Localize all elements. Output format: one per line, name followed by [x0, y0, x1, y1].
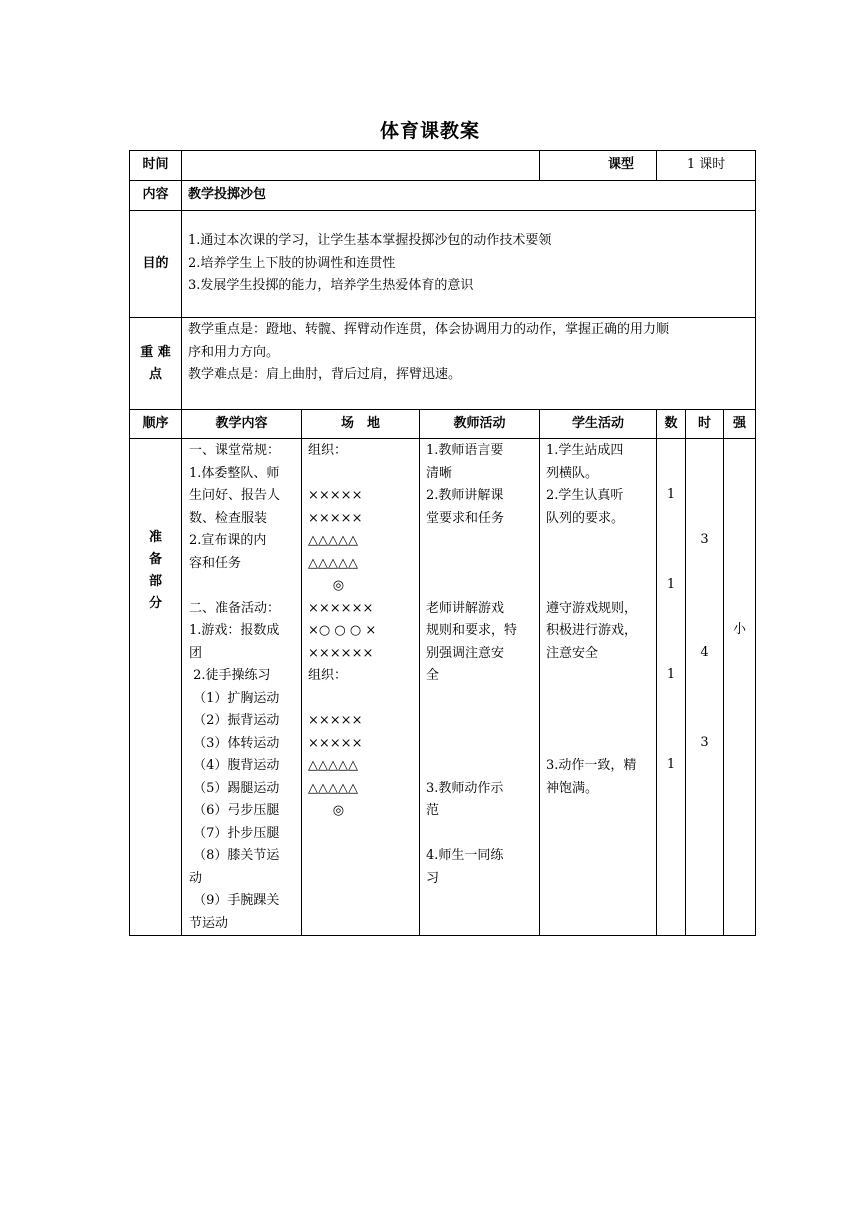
- teacher-line: 堂要求和任务: [426, 510, 505, 526]
- intensity-value: [724, 552, 755, 575]
- column-header-row: [130, 410, 756, 439]
- content-label: 内容: [130, 181, 182, 211]
- venue-line: △△△△△: [308, 555, 358, 571]
- teacher-line: [426, 575, 533, 598]
- intensity-value: [724, 462, 755, 485]
- intensity-value: [724, 574, 755, 597]
- content-line: （6）弓步压腿: [189, 803, 280, 818]
- teacher-line: [426, 553, 533, 576]
- count-value: [657, 642, 685, 665]
- lesson-content-cell: [182, 439, 302, 936]
- venue-line: △△△△△: [308, 533, 358, 548]
- venue-line: ×××××: [308, 735, 363, 751]
- content-line: 节运动: [189, 915, 229, 931]
- col-header-intensity: 强: [724, 410, 756, 439]
- count-value: 1: [666, 487, 676, 502]
- venue-line: △△△△△: [308, 758, 358, 773]
- content-line: 2.宣布课的内: [189, 533, 267, 548]
- section-label-char: 备: [148, 552, 162, 567]
- section-label-char: 部: [148, 574, 162, 589]
- teacher-line: [426, 710, 533, 733]
- teacher-line: 范: [426, 803, 440, 818]
- goal-item: 1.通过本次课的学习，让学生基本掌握投掷沙包的动作技术要领: [188, 233, 552, 249]
- time-value: [686, 619, 723, 642]
- student-line: [546, 530, 650, 553]
- student-line: [546, 733, 650, 756]
- venue-line: ×○ ○ ○ ×: [308, 623, 377, 638]
- time-value: [686, 507, 723, 530]
- content-line: （5）踢腿运动: [189, 780, 280, 796]
- type-label: 课型: [540, 151, 657, 181]
- time-value: [686, 484, 723, 507]
- row-goals: [130, 211, 756, 318]
- difficulty-line: 序和用力方向。: [188, 344, 280, 360]
- venue-line: [308, 463, 413, 486]
- time-value: [686, 439, 723, 462]
- difficulty-label-text: 重 难 点: [140, 344, 171, 382]
- venue-line: ×××××: [308, 713, 363, 728]
- student-line: 2.学生认真听: [546, 488, 624, 503]
- col-header-student: 学生活动: [540, 410, 657, 439]
- difficulty-text: [182, 318, 756, 410]
- student-line: [546, 688, 650, 711]
- count-value: [657, 687, 685, 710]
- venue-line: ◎: [308, 803, 345, 818]
- preparation-section-row: [130, 439, 756, 936]
- col-header-content: 教学内容: [182, 410, 302, 439]
- goal-item: 2.培养学生上下肢的协调性和连贯性: [188, 255, 396, 271]
- difficulty-line: 教学重点是：蹬地、转髋、挥臂动作连贯，体会协调用力的动作，掌握正确的用力顺: [188, 322, 670, 337]
- count-value: 1: [666, 757, 676, 772]
- count-value: [657, 597, 685, 620]
- count-value: [657, 462, 685, 485]
- count-value: [657, 439, 685, 462]
- time-value: [686, 574, 723, 597]
- content-line: 团: [189, 645, 203, 661]
- student-activity-cell: [540, 439, 657, 936]
- venue-line: 组织：: [308, 668, 348, 683]
- time-value: [686, 552, 723, 575]
- content-line: （3）体转运动: [189, 735, 280, 751]
- content-line: 一、课堂常规：: [189, 443, 281, 458]
- venue-line: ×××××: [308, 488, 363, 503]
- content-line: 2.徒手操练习: [189, 668, 271, 683]
- student-line: 积极进行游戏，: [546, 623, 638, 638]
- content-line: （8）膝关节运: [189, 848, 280, 863]
- section-label-char: 准: [148, 530, 162, 545]
- student-line: [546, 553, 650, 576]
- teacher-line: 别强调注意安: [426, 645, 505, 661]
- venue-line: ×××××: [308, 510, 363, 526]
- goals-list: [182, 211, 756, 318]
- content-line: （9）手腕踝关: [189, 893, 280, 908]
- count-value: [657, 552, 685, 575]
- teacher-line: 4.师生一同练: [426, 848, 504, 863]
- teacher-line: 规则和要求，特: [426, 623, 518, 638]
- col-header-count: 数: [657, 410, 686, 439]
- intensity-value: [724, 484, 755, 507]
- time-value: [686, 709, 723, 732]
- venue-line: △△△△△: [308, 780, 358, 796]
- time-value: [182, 151, 540, 181]
- teacher-line: [426, 733, 533, 756]
- teacher-line: [426, 823, 533, 846]
- venue-cell: [302, 439, 420, 936]
- time-value: 3: [700, 532, 709, 547]
- content-line: 生问好、报告人: [189, 488, 281, 503]
- type-value: 1 课时: [657, 151, 756, 181]
- venue-line: [308, 688, 413, 711]
- student-line: 注意安全: [546, 645, 599, 661]
- content-line: 1.体委整队、师: [189, 465, 280, 481]
- teacher-line: 1.教师语言要: [426, 443, 504, 458]
- teacher-line: 3.教师动作示: [426, 780, 504, 796]
- page-title: 体育课教案: [379, 120, 480, 142]
- intensity-cell: [724, 439, 756, 936]
- content-line: 数、检查服装: [189, 510, 268, 526]
- teacher-line: 老师讲解游戏: [426, 600, 505, 616]
- time-value: 4: [700, 644, 709, 660]
- intensity-value: [724, 597, 755, 620]
- venue-line: 组织：: [308, 443, 348, 458]
- row-difficulty: [130, 318, 756, 410]
- difficulty-label: [130, 318, 182, 410]
- count-value: [657, 732, 685, 755]
- row-content: [130, 181, 756, 211]
- content-line: （2）振背运动: [189, 713, 280, 728]
- student-line: 列横队。: [546, 465, 599, 481]
- student-line: 遵守游戏规则，: [546, 600, 638, 616]
- time-value: [686, 597, 723, 620]
- student-line: [546, 575, 650, 598]
- time-value: 3: [700, 734, 709, 750]
- content-line: 动: [189, 870, 203, 886]
- content-line: （1）扩胸运动: [189, 690, 280, 706]
- student-line: 1.学生站成四: [546, 443, 624, 458]
- venue-line: ◎: [308, 578, 345, 593]
- intensity-value: [724, 439, 755, 462]
- intensity-value: [724, 529, 755, 552]
- content-value: 教学投掷沙包: [182, 181, 756, 211]
- time-label: 时间: [130, 151, 182, 181]
- content-line: （7）扑步压腿: [189, 825, 280, 841]
- count-value: [657, 529, 685, 552]
- count-value: 1: [666, 577, 676, 592]
- count-value: [657, 619, 685, 642]
- venue-line: ××××××: [308, 600, 374, 616]
- col-header-time: 时: [686, 410, 724, 439]
- content-line: 二、准备活动：: [189, 600, 281, 616]
- count-value: [657, 507, 685, 530]
- teacher-line: [426, 530, 533, 553]
- count-cell: [657, 439, 686, 936]
- time-value: [686, 462, 723, 485]
- col-header-venue: 场 地: [302, 410, 420, 439]
- time-value: [686, 664, 723, 687]
- section-label: [130, 439, 182, 936]
- venue-line: ××××××: [308, 645, 374, 661]
- teacher-line: 2.教师讲解课: [426, 488, 504, 503]
- teacher-line: 清晰: [426, 465, 453, 481]
- row-time: [130, 151, 756, 181]
- teacher-line: 全: [426, 668, 440, 683]
- content-line: [189, 575, 295, 598]
- goal-item: 3.发展学生投掷的能力，培养学生热爱体育的意识: [188, 278, 474, 294]
- teacher-activity-cell: [420, 439, 540, 936]
- teacher-line: [426, 688, 533, 711]
- count-value: [657, 709, 685, 732]
- content-line: （4）腹背运动: [189, 758, 280, 773]
- student-line: [546, 665, 650, 688]
- student-line: 3.动作一致，精: [546, 758, 637, 773]
- content-line: 1.游戏：报数成: [189, 623, 280, 638]
- col-header-teacher: 教师活动: [420, 410, 540, 439]
- count-value: 1: [666, 667, 676, 682]
- student-line: 神饱满。: [546, 780, 599, 796]
- intensity-value: 小: [733, 622, 747, 637]
- student-line: [546, 710, 650, 733]
- goals-label: 目的: [130, 211, 182, 318]
- time-cell: [686, 439, 724, 936]
- content-line: 容和任务: [189, 555, 242, 571]
- lesson-plan-table: [129, 150, 756, 936]
- difficulty-line: 教学难点是：肩上曲肘，背后过肩，挥臂迅速。: [188, 367, 462, 382]
- intensity-value: [724, 507, 755, 530]
- section-label-char: 分: [148, 596, 162, 611]
- time-value: [686, 687, 723, 710]
- teacher-line: 习: [426, 870, 440, 886]
- student-line: 队列的要求。: [546, 510, 625, 526]
- col-header-order: 顺序: [130, 410, 182, 439]
- teacher-line: [426, 755, 533, 778]
